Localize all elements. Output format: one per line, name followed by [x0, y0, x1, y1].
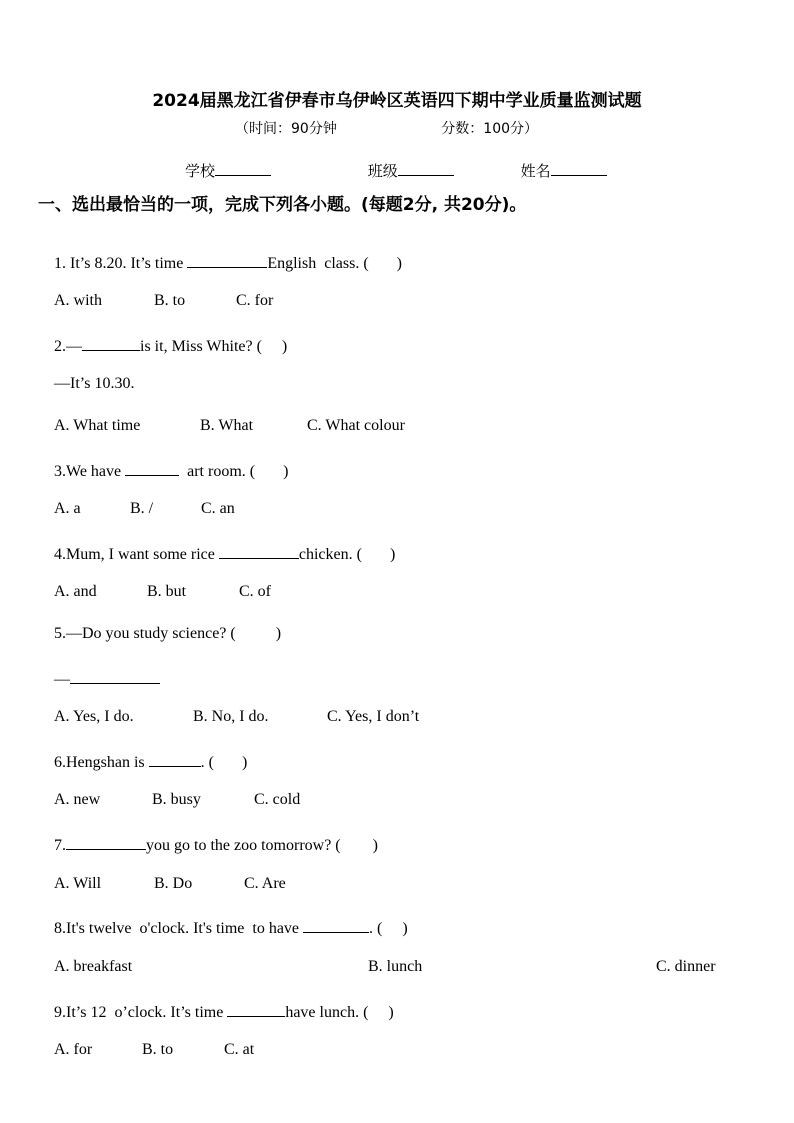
- option-a[interactable]: A. Will: [54, 875, 102, 892]
- answer-blank[interactable]: [187, 251, 267, 268]
- school-label: 学校: [185, 162, 216, 180]
- question-text: . ( ): [200, 754, 248, 771]
- section-heading: 一、选出最恰当的一项，完成下列各小题。(每题2分, 共20分)。: [38, 195, 527, 215]
- score-label: 分数：100分）: [441, 121, 539, 137]
- name-label: 姓名: [520, 162, 551, 180]
- question-text: . ( ): [369, 920, 408, 937]
- school-blank[interactable]: [215, 161, 271, 176]
- answer-blank[interactable]: [82, 334, 140, 351]
- option-b[interactable]: B. to: [154, 292, 186, 309]
- question-text: is it, Miss White? ( ): [140, 338, 288, 355]
- option-b[interactable]: B. but: [147, 583, 187, 600]
- answer-blank[interactable]: [66, 833, 146, 850]
- question-text: art room. ( ): [179, 463, 289, 480]
- option-b[interactable]: B. busy: [152, 791, 201, 808]
- question-text: —: [54, 671, 70, 688]
- option-a[interactable]: A. breakfast: [54, 958, 133, 975]
- answer-blank[interactable]: [125, 459, 179, 476]
- question-text: have lunch. ( ): [285, 1004, 394, 1021]
- option-a[interactable]: A. new: [54, 791, 101, 808]
- option-a[interactable]: A. for: [54, 1041, 93, 1058]
- option-a[interactable]: A. a: [54, 500, 81, 517]
- question-text: chicken. ( ): [298, 546, 396, 563]
- name-blank[interactable]: [551, 161, 607, 176]
- page-title: 2024届黑龙江省伊春市乌伊岭区英语四下期中学业质量监测试题: [152, 91, 642, 111]
- question-text: English class. ( ): [267, 255, 402, 272]
- class-blank[interactable]: [398, 161, 454, 176]
- option-c[interactable]: C. dinner: [656, 958, 716, 975]
- answer-blank[interactable]: [149, 750, 201, 767]
- answer-blank[interactable]: [303, 916, 369, 933]
- option-c[interactable]: C. at: [224, 1041, 255, 1058]
- option-c[interactable]: C. for: [236, 292, 274, 309]
- option-c[interactable]: C. cold: [254, 791, 301, 808]
- class-label: 班级: [367, 162, 398, 180]
- option-a[interactable]: A. with: [54, 292, 102, 309]
- option-b[interactable]: B. No, I do.: [193, 708, 269, 725]
- option-b[interactable]: B. Do: [154, 875, 193, 892]
- option-c[interactable]: C. What colour: [307, 417, 405, 434]
- class-field: [368, 160, 454, 181]
- option-c[interactable]: C. Are: [244, 875, 286, 892]
- question-text: 2.—: [54, 338, 82, 355]
- question-text: 9.It’s 12 o’clock. It’s time: [54, 1004, 228, 1021]
- option-a[interactable]: A. Yes, I do.: [54, 708, 134, 725]
- answer-blank[interactable]: [227, 1000, 285, 1017]
- option-b[interactable]: B. What: [200, 417, 254, 434]
- student-info-row: [185, 160, 607, 181]
- question-text: 6.Hengshan is: [54, 754, 149, 771]
- option-c[interactable]: C. Yes, I don’t: [327, 708, 420, 725]
- option-c[interactable]: C. an: [201, 500, 235, 517]
- option-b[interactable]: B. /: [130, 500, 154, 517]
- question-text: —It’s 10.30.: [54, 375, 135, 392]
- question-text: you go to the zoo tomorrow? ( ): [146, 837, 378, 854]
- question-text: 4.Mum, I want some rice: [54, 546, 219, 563]
- options-9: [38, 1023, 254, 1077]
- answer-blank[interactable]: [70, 667, 160, 684]
- school-field: [185, 160, 271, 181]
- option-a[interactable]: A. What time: [54, 417, 141, 434]
- question-text: 7.: [54, 837, 66, 854]
- question-text: 3.We have: [54, 463, 126, 480]
- answer-blank[interactable]: [219, 542, 299, 559]
- option-c[interactable]: C. of: [239, 583, 271, 600]
- question-text: 1. It’s 8.20. It’s time: [54, 255, 188, 272]
- option-b[interactable]: B. lunch: [368, 958, 423, 975]
- question-text: 8.It's twelve o'clock. It's time to have: [54, 920, 304, 937]
- time-label: （时间：90分钟: [235, 121, 337, 137]
- name-field: [521, 160, 607, 181]
- question-text: 5.—Do you study science? ( ): [54, 625, 282, 642]
- exam-meta: [235, 118, 538, 138]
- option-a[interactable]: A. and: [54, 583, 97, 600]
- option-b[interactable]: B. to: [142, 1041, 174, 1058]
